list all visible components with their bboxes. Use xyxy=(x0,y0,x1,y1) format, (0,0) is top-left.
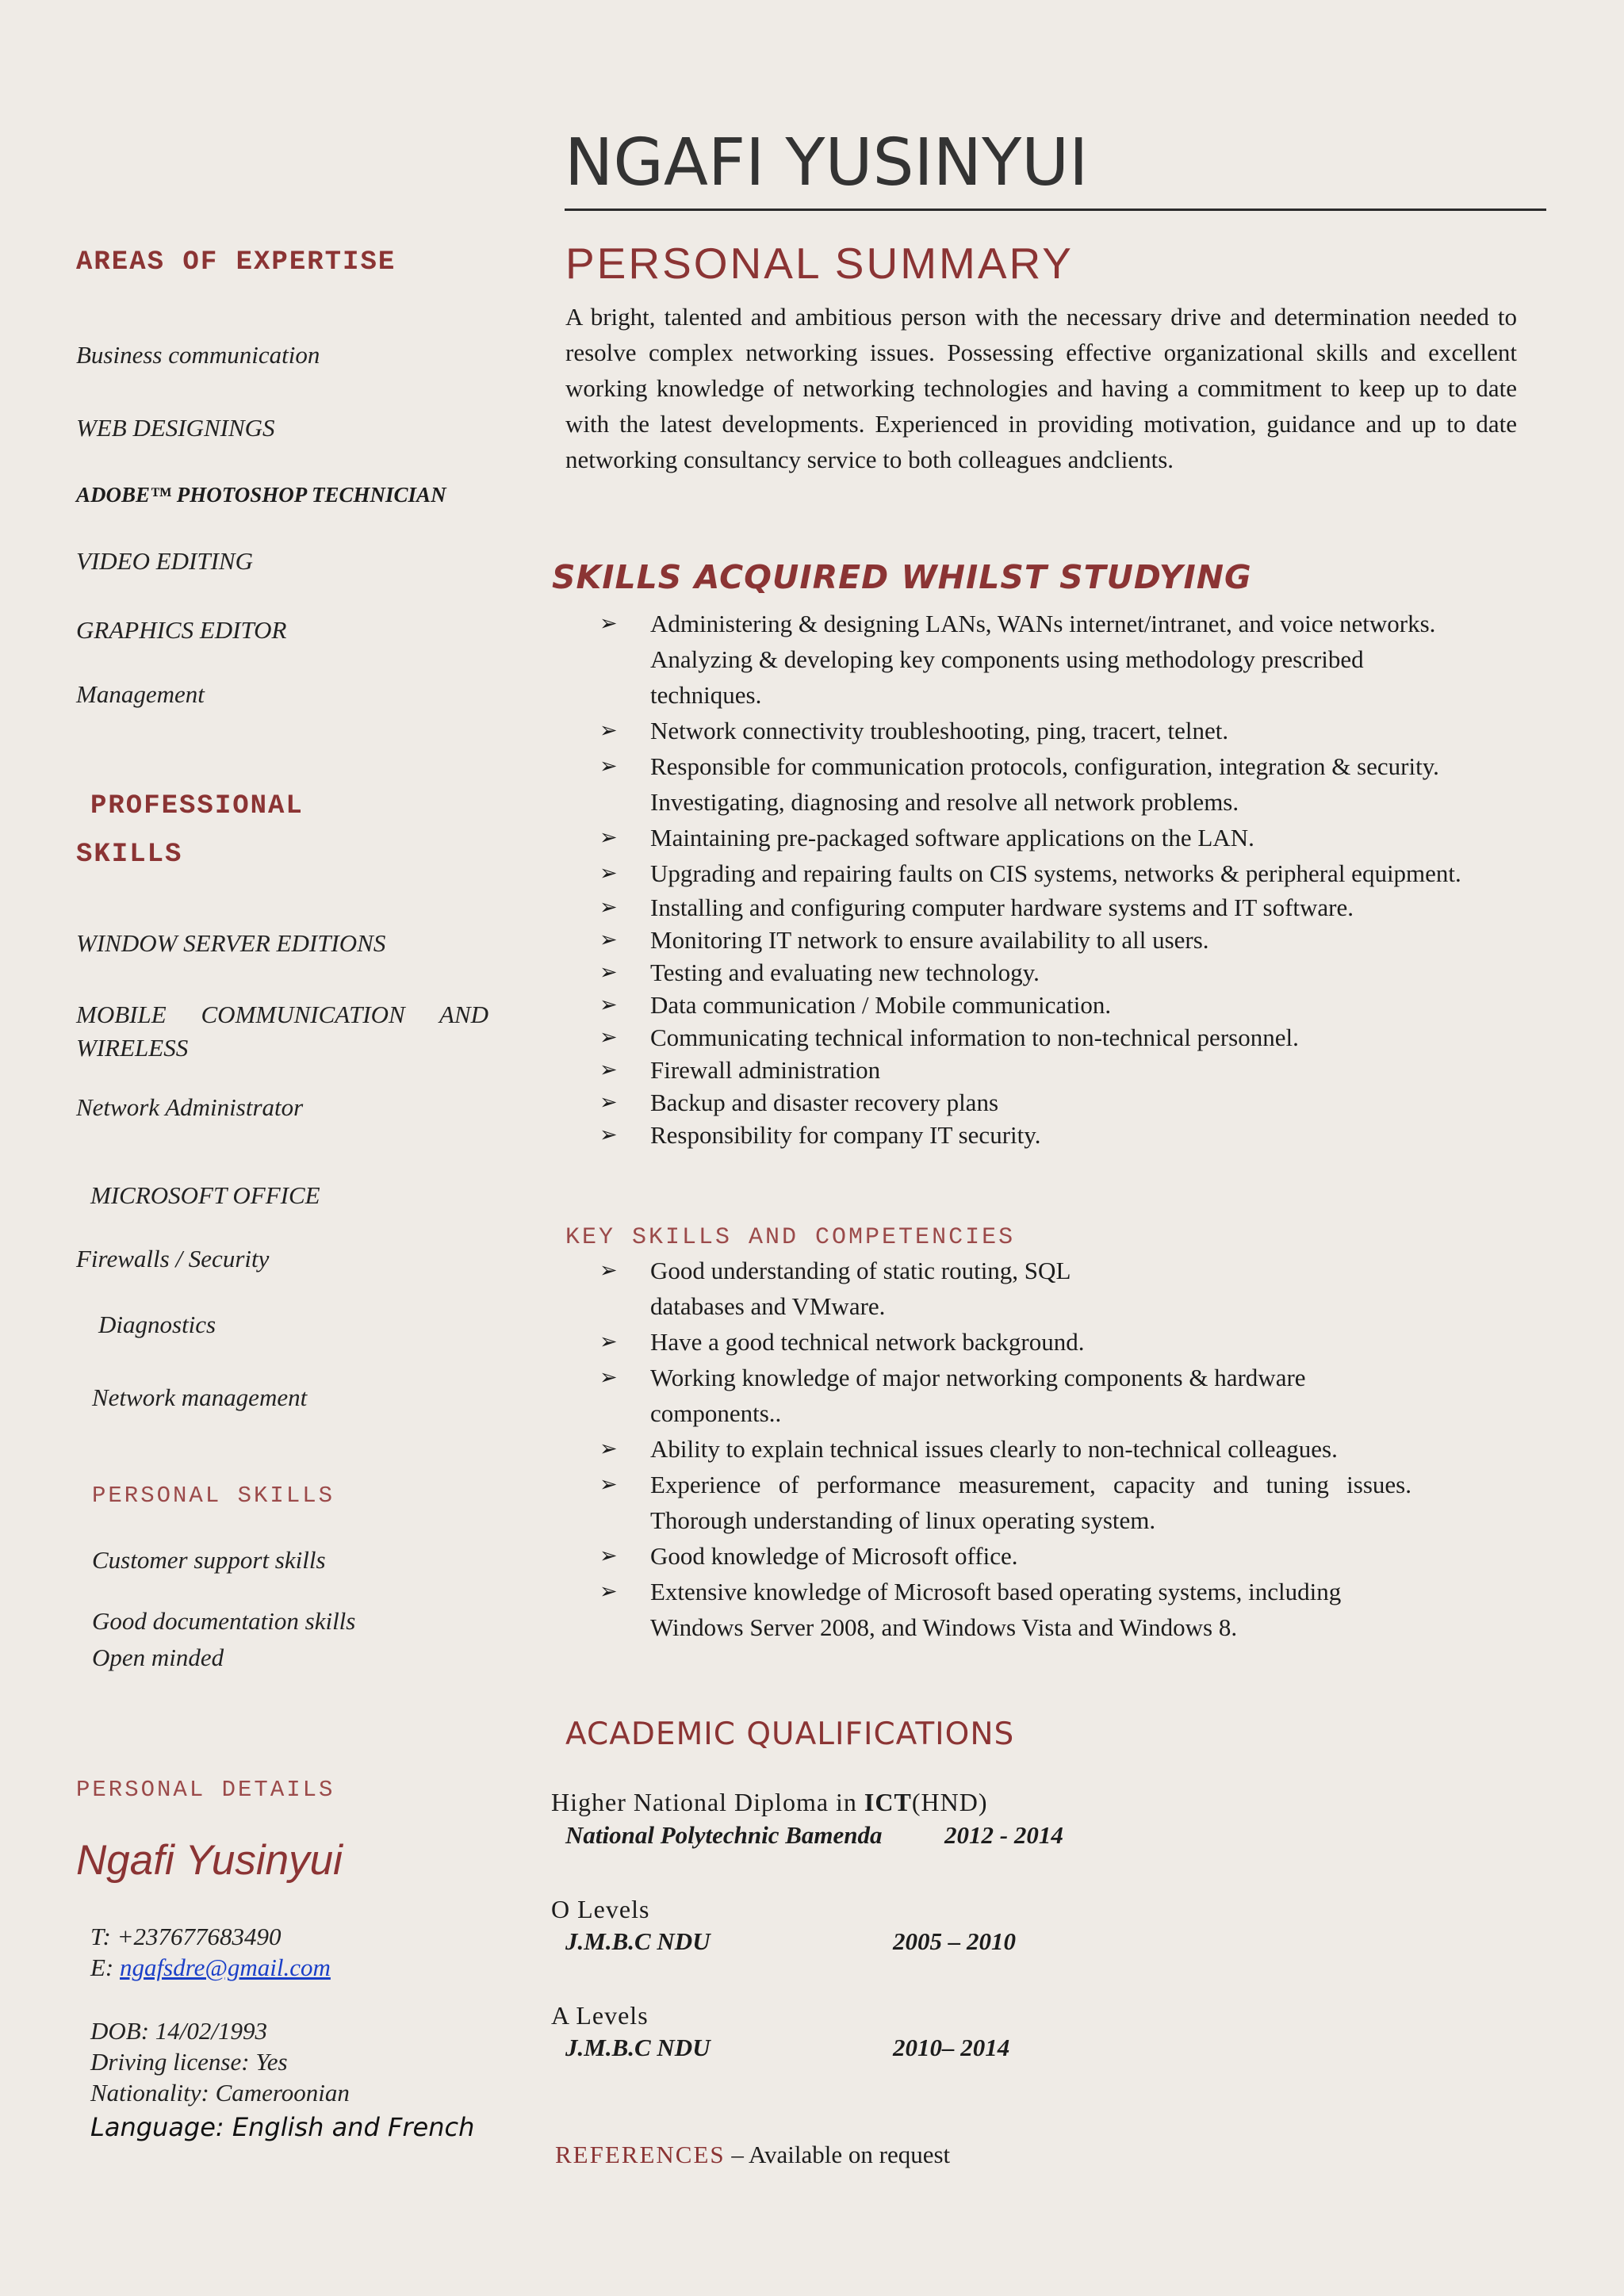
details-phone: T: +237677683490 xyxy=(90,1923,282,1950)
arrow-bullet-icon: ➢ xyxy=(599,861,618,886)
professional-heading: PROFESSIONAL xyxy=(90,791,304,821)
list-item: ➢ Responsibility for company IT security. xyxy=(599,1119,1480,1151)
arrow-bullet-icon: ➢ xyxy=(599,754,618,779)
arrow-bullet-icon: ➢ xyxy=(599,993,618,1017)
arrow-bullet-icon: ➢ xyxy=(599,1544,618,1568)
professional-item: MOBILE COMMUNICATION AND WIRELESS xyxy=(76,1001,488,1062)
list-item: ➢ Ability to explain technical issues clearly to non-technical colleagues. xyxy=(599,1431,1411,1467)
arrow-bullet-icon: ➢ xyxy=(599,1258,618,1283)
expertise-item: Business communication xyxy=(76,341,320,369)
professional-item: MICROSOFT OFFICE xyxy=(90,1181,320,1209)
page-title: NGAFI YUSINYUI xyxy=(565,125,1089,201)
professional-heading-line2: SKILLS xyxy=(76,840,183,870)
details-email-row xyxy=(90,1954,331,1982)
list-item: ➢ Monitoring IT network to ensure availability to all users. xyxy=(599,924,1480,956)
list-item: ➢ Upgrading and repairing faults on CIS systems, networks & peripheral equipment. xyxy=(599,855,1480,891)
email-label: E: xyxy=(90,1954,121,1981)
qualification-olevel-institution: J.M.B.C NDU xyxy=(565,1927,710,1955)
list-item: ➢ Good understanding of static routing, SQL databases and VMware. xyxy=(599,1253,1158,1324)
list-item: ➢ Testing and evaluating new technology. xyxy=(599,956,1480,989)
expertise-item: Management xyxy=(76,680,205,708)
personal-skills-heading: PERSONAL SKILLS xyxy=(92,1483,335,1509)
personal-skill-item: Good documentation skills xyxy=(92,1607,356,1635)
list-item: ➢ Data communication / Mobile communication. xyxy=(599,989,1480,1021)
professional-item: Diagnostics xyxy=(98,1311,216,1338)
qualification-alevel-years: 2010– 2014 xyxy=(893,2034,1010,2061)
personal-skill-item: Customer support skills xyxy=(92,1546,326,1574)
arrow-bullet-icon: ➢ xyxy=(599,1025,618,1050)
arrow-bullet-icon: ➢ xyxy=(599,1579,618,1604)
email-link[interactable]: ngafsdre@gmail.com xyxy=(120,1954,331,1981)
academic-heading: ACADEMIC QUALIFICATIONS xyxy=(565,1716,1015,1752)
title-divider xyxy=(565,209,1546,211)
qualification-olevel-title: O Levels xyxy=(551,1895,650,1923)
list-item: ➢ Have a good technical network background. xyxy=(599,1324,1392,1360)
skills-studying-heading: SKILLS ACQUIRED WHILST STUDYING xyxy=(552,558,1252,596)
personal-details-heading: PERSONAL DETAILS xyxy=(76,1777,335,1803)
references-label: REFERENCES xyxy=(555,2141,726,2168)
qualification-hnd-institution: National Polytechnic Bamenda xyxy=(565,1821,883,1849)
arrow-bullet-icon: ➢ xyxy=(599,611,618,636)
details-language: Language: English and French xyxy=(90,2112,475,2142)
professional-item: Firewalls / Security xyxy=(76,1245,270,1272)
arrow-bullet-icon: ➢ xyxy=(599,825,618,850)
qualification-hnd-title: Higher National Diploma in ICT(HND) xyxy=(551,1788,988,1816)
qualification-alevel-institution: J.M.B.C NDU xyxy=(565,2034,710,2061)
expertise-item: ADOBE™ PHOTOSHOP TECHNICIAN xyxy=(76,483,446,507)
arrow-bullet-icon: ➢ xyxy=(599,1472,618,1497)
list-item: ➢ Responsible for communication protocols, configuration, integration & security. Investigating, diagnosing and resolve all network problems. xyxy=(599,748,1480,820)
expertise-item: WEB DESIGNINGS xyxy=(76,414,275,442)
expertise-item: GRAPHICS EDITOR xyxy=(76,616,287,644)
arrow-bullet-icon: ➢ xyxy=(599,960,618,985)
key-skills-heading: KEY SKILLS AND COMPETENCIES xyxy=(565,1224,1016,1251)
arrow-bullet-icon: ➢ xyxy=(599,1330,618,1354)
key-skills-list xyxy=(599,1253,1411,1645)
skills-studying-list xyxy=(599,606,1480,1151)
references xyxy=(555,2141,950,2169)
arrow-bullet-icon: ➢ xyxy=(599,1437,618,1461)
list-item: ➢ Firewall administration xyxy=(599,1054,1480,1086)
professional-item: WINDOW SERVER EDITIONS xyxy=(76,929,386,957)
details-nationality: Nationality: Cameroonian xyxy=(90,2079,350,2107)
list-item: ➢ Working knowledge of major networking components & hardware components.. xyxy=(599,1360,1411,1431)
details-dob: DOB: 14/02/1993 xyxy=(90,2017,268,2045)
list-item: ➢ Experience of performance measurement, capacity and tuning issues. Thorough understanding of linux operating system. xyxy=(599,1467,1411,1538)
list-item: ➢ Installing and configuring computer hardware systems and IT software. xyxy=(599,891,1480,924)
summary-text: A bright, talented and ambitious person with the necessary drive and determination needed to resolve complex networking issues. Possessing effective organizational skills and excellent working knowledge of networking technologies and having a commitment to keep up to date with the latest developments. Experienced in providing motivation, guidance and up to date networking consultancy service to both colleagues andclients. xyxy=(565,303,1517,473)
details-name: Ngafi Yusinyui xyxy=(76,1837,343,1884)
list-item: ➢ Maintaining pre-packaged software applications on the LAN. xyxy=(599,820,1480,855)
professional-item: Network Administrator xyxy=(76,1093,304,1121)
list-item: ➢ Communicating technical information to non-technical personnel. xyxy=(599,1021,1480,1054)
professional-item: Network management xyxy=(92,1383,308,1411)
qualification-hnd-years: 2012 - 2014 xyxy=(944,1821,1063,1849)
list-item: ➢ Network connectivity troubleshooting, ping, tracert, telnet. xyxy=(599,713,1480,748)
arrow-bullet-icon: ➢ xyxy=(599,718,618,743)
references-text: – Available on request xyxy=(725,2141,951,2168)
list-item: ➢ Administering & designing LANs, WANs internet/intranet, and voice networks. Analyzing & developing key components using methodology prescribed techniques. xyxy=(599,606,1480,713)
summary-heading: PERSONAL SUMMARY xyxy=(565,239,1074,288)
details-driving: Driving license: Yes xyxy=(90,2048,288,2076)
list-item: ➢ Backup and disaster recovery plans xyxy=(599,1086,1480,1119)
qualification-olevel-years: 2005 – 2010 xyxy=(893,1927,1016,1955)
arrow-bullet-icon: ➢ xyxy=(599,928,618,952)
arrow-bullet-icon: ➢ xyxy=(599,1090,618,1115)
qualification-alevel-title: A Levels xyxy=(551,2001,649,2030)
personal-skill-item: Open minded xyxy=(92,1644,224,1671)
expertise-item: VIDEO EDITING xyxy=(76,547,253,575)
arrow-bullet-icon: ➢ xyxy=(599,1123,618,1147)
list-item: ➢ Good knowledge of Microsoft office. xyxy=(599,1538,1392,1574)
expertise-heading: AREAS OF EXPERTISE xyxy=(76,247,396,277)
arrow-bullet-icon: ➢ xyxy=(599,1365,618,1390)
arrow-bullet-icon: ➢ xyxy=(599,895,618,920)
list-item: ➢ Extensive knowledge of Microsoft based operating systems, including Windows Server 2008, and Windows Vista and Windows 8. xyxy=(599,1574,1392,1645)
arrow-bullet-icon: ➢ xyxy=(599,1058,618,1082)
